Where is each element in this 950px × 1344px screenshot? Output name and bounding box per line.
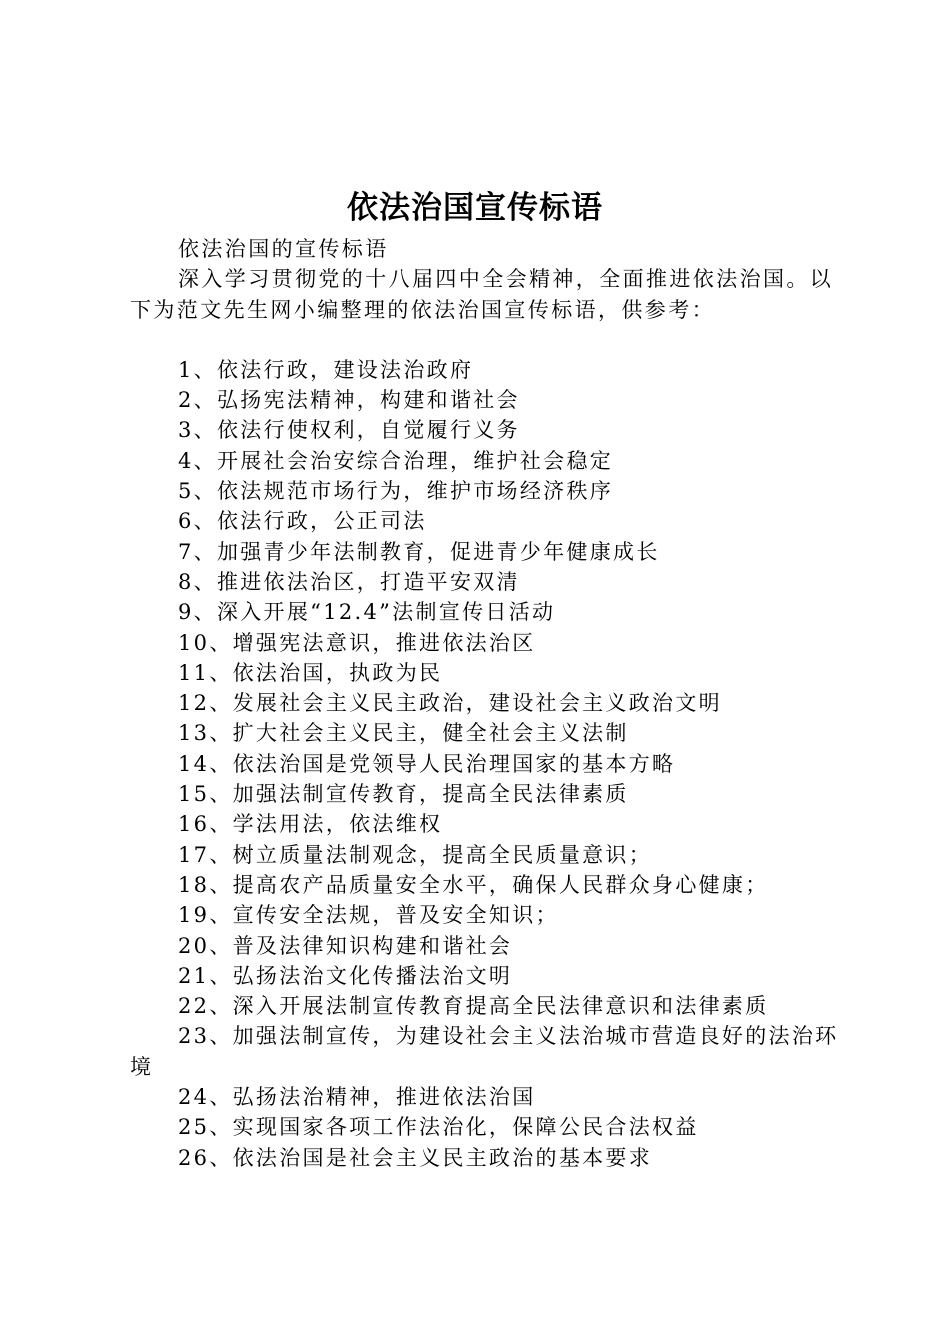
slogan-item: 20、普及法律知识构建和谐社会 [178, 933, 513, 958]
slogan-item: 14、依法治国是党领导人民治理国家的基本方略 [178, 751, 676, 776]
intro-paragraph: 深入学习贯彻党的十八届四中全会精神，全面推进依法治国。以下为范文先生网小编整理的依法治国宣传标语，供参考： [130, 267, 834, 322]
document-title: 依法治国宣传标语 [347, 190, 603, 226]
slogan-item: 2、弘扬宪法精神，构建和谐社会 [178, 388, 520, 413]
slogan-item: 15、加强法制宣传教育，提高全民法律素质 [178, 782, 629, 807]
slogan-item: 10、增强宪法意识，推进依法治区 [178, 630, 536, 655]
slogan-item: 22、深入开展法制宣传教育提高全民法律意识和法律素质 [178, 994, 769, 1019]
slogan-item: 7、加强青少年法制教育，促进青少年健康成长 [178, 539, 660, 564]
slogan-item: 23、加强法制宣传，为建设社会主义法治城市营造良好的法治环境 [130, 1024, 839, 1079]
slogan-item: 13、扩大社会主义民主，健全社会主义法制 [178, 721, 629, 746]
slogan-item: 11、依法治国，执政为民 [178, 660, 443, 685]
slogan-item: 21、弘扬法治文化传播法治文明 [178, 963, 513, 988]
slogan-item: 18、提高农产品质量安全水平，确保人民群众身心健康； [178, 872, 769, 897]
slogan-item: 12、发展社会主义民主政治，建设社会主义政治文明 [178, 691, 722, 716]
document-body [130, 234, 840, 1173]
blank-line [130, 325, 840, 355]
slogan-item: 9、深入开展“12.4”法制宣传日活动 [178, 600, 556, 625]
slogan-item: 1、依法行政，建设法治政府 [178, 357, 474, 382]
slogan-list [130, 355, 840, 1173]
slogan-item: 3、依法行使权利，自觉履行义务 [178, 418, 520, 443]
slogan-item: 8、推进依法治区，打造平安双清 [178, 569, 520, 594]
slogan-item: 17、树立质量法制观念，提高全民质量意识； [178, 842, 653, 867]
subtitle-paragraph: 依法治国的宣传标语 [178, 237, 389, 261]
slogan-item: 6、依法行政，公正司法 [178, 509, 427, 534]
slogan-item: 26、依法治国是社会主义民主政治的基本要求 [178, 1145, 653, 1170]
slogan-item: 16、学法用法，依法维权 [178, 812, 443, 837]
slogan-item: 19、宣传安全法规，普及安全知识； [178, 903, 559, 928]
slogan-item: 5、依法规范市场行为，维护市场经济秩序 [178, 479, 614, 504]
slogan-item: 25、实现国家各项工作法治化，保障公民合法权益 [178, 1115, 699, 1140]
slogan-item: 4、开展社会治安综合治理，维护社会稳定 [178, 448, 614, 473]
slogan-item: 24、弘扬法治精神，推进依法治国 [178, 1085, 536, 1110]
